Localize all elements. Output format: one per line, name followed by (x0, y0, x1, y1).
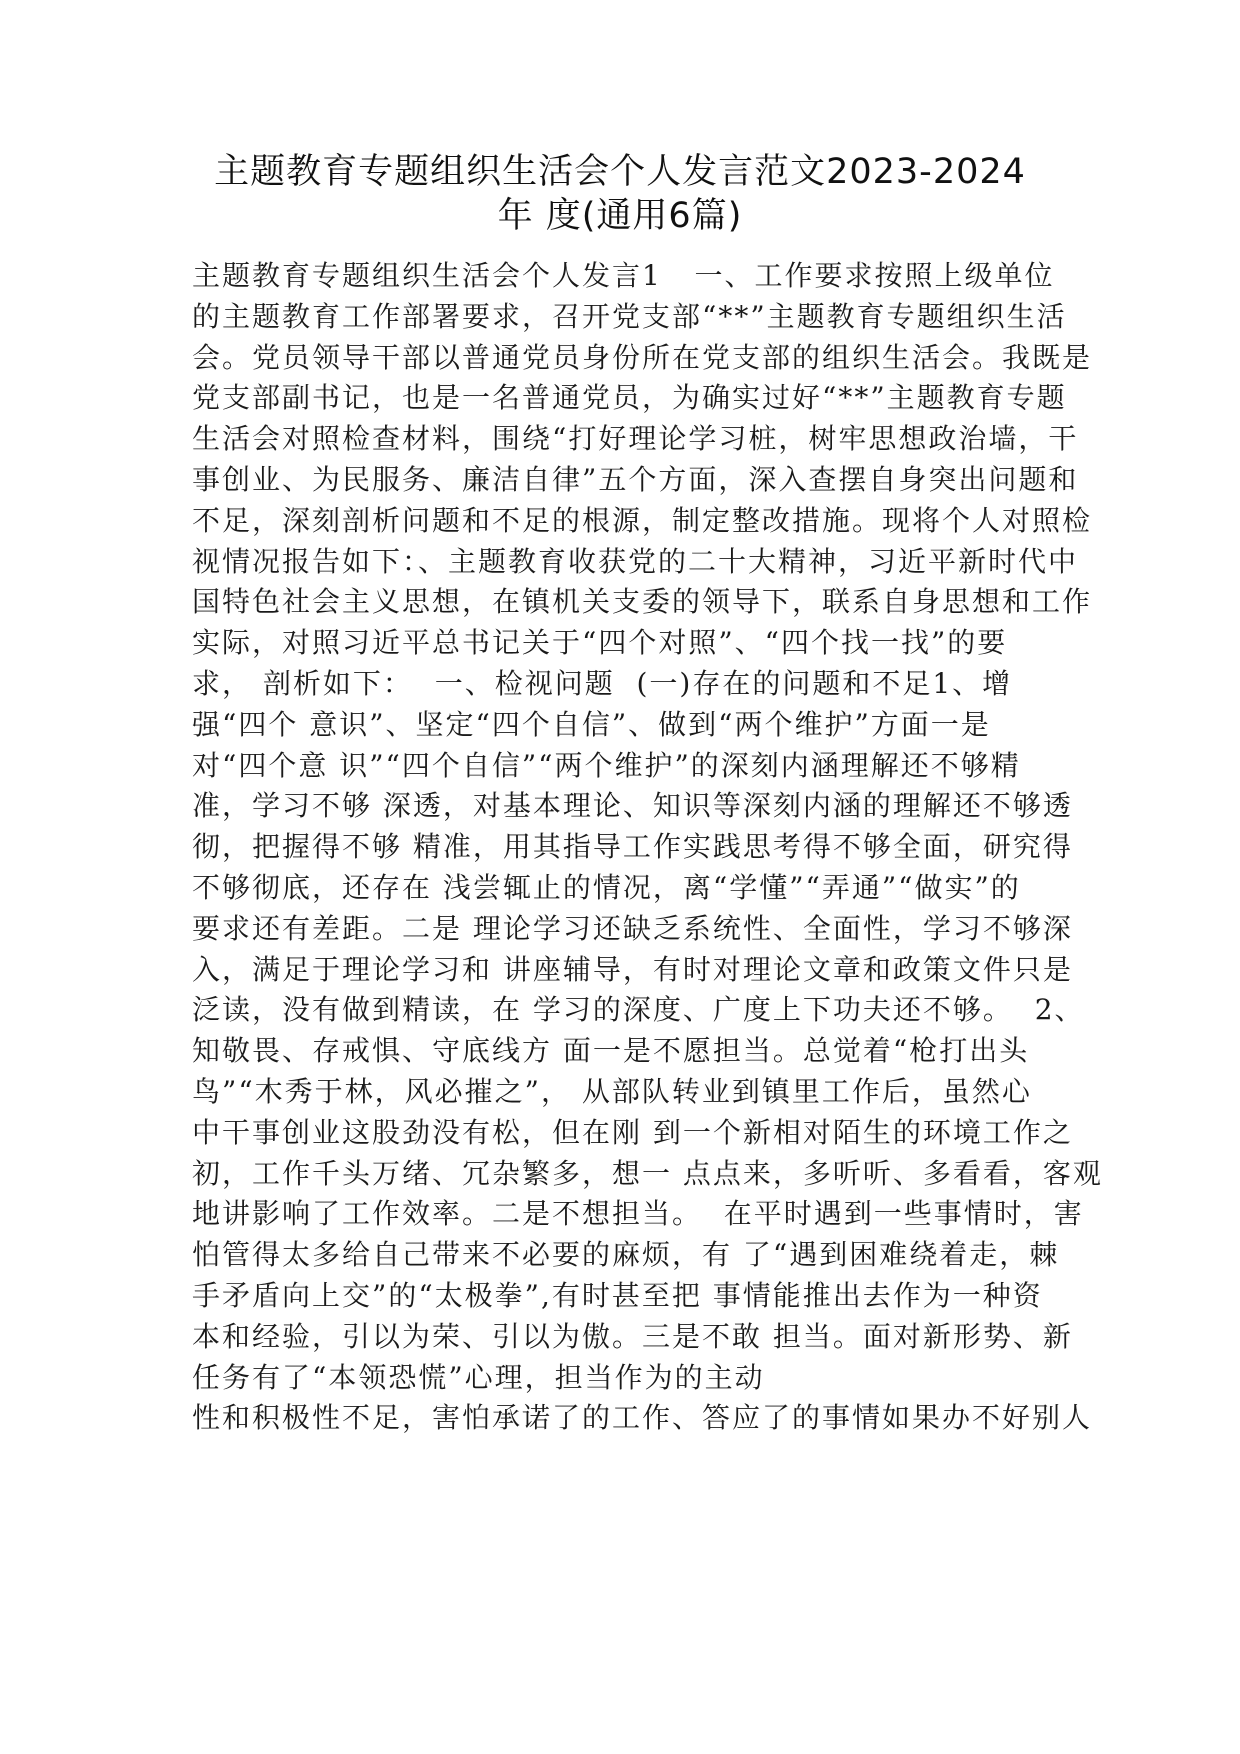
body-line: 生活会对照检查材料，围绕“打好理论学习桩，树牢思想政治墙，干 (192, 422, 1079, 456)
body-line: 主题教育专题组织生活会个人发言1 一、工作要求按照上级单位 (192, 259, 1055, 292)
document-title (180, 150, 1060, 238)
body-line: 视情况报告如下：、主题教育收获党的二十大精神，习近平新时代中 (192, 544, 1079, 578)
body-line: 党支部副书记，也是一名普通党员，为确实过好“**”主题教育专题 (192, 381, 1067, 415)
body-line: 国特色社会主义思想，在镇机关支委的领导下，联系自身思想和工作 (192, 585, 1093, 619)
body-line: 准，学习不够 深透，对基本理论、知识等深刻内涵的理解还不够透 (192, 789, 1073, 823)
body-line: 强“四个 意识”、坚定“四个自信”、做到“两个维护”方面一是 (192, 707, 991, 741)
body-line: 实际，对照习近平总书记关于“四个对照”、“四个找一找”的要 (192, 626, 1008, 660)
body-line: 地讲影响了工作效率。二是不想担当。 在平时遇到一些事情时，害 (192, 1197, 1084, 1231)
document-body (192, 256, 1103, 1439)
body-line: 初，工作千头万绪、冗杂繁多，想一 点点来，多听听、多看看，客观 (192, 1156, 1103, 1190)
body-line: 知敬畏、存戒惧、守底线方 面一是不愿担当。总觉着“枪打出头 (192, 1034, 1030, 1068)
body-line: 泛读，没有做到精读，在 学习的深度、广度上下功夫还不够。 2、 (192, 993, 1085, 1027)
title-line-2: 年 度(通用6篇) (497, 196, 743, 236)
body-line: 本和经验，引以为荣、引以为傲。三是不敢 担当。面对新形势、新 (192, 1319, 1073, 1353)
body-line: 求， 剖析如下： 一、检视问题 (一)存在的问题和不足1、增 (192, 666, 1013, 700)
body-line: 中干事创业这股劲没有松，但在刚 到一个新相对陌生的环境工作之 (192, 1115, 1073, 1149)
body-line: 怕管得太多给自己带来不必要的麻烦，有 了“遇到困难绕着走，棘 (192, 1238, 1060, 1272)
title-line-1: 主题教育专题组织生活会个人发言范文2023-2024 (214, 152, 1026, 192)
body-line: 彻，把握得不够 精准，用其指导工作实践思考得不够全面，研究得 (192, 830, 1073, 864)
body-line: 的主题教育工作部署要求，召开党支部“**”主题教育专题组织生活 (192, 299, 1067, 333)
body-line: 会。党员领导干部以普通党员身份所在党支部的组织生活会。我既是 (192, 340, 1093, 374)
body-line: 鸟”“木秀于林，风必摧之”， 从部队转业到镇里工作后，虽然心 (192, 1074, 1032, 1108)
body-line: 性和积极性不足，害怕承诺了的工作、答应了的事情如果办不好别人 (192, 1401, 1093, 1435)
body-line: 手矛盾向上交”的“太极拳”,有时甚至把 事情能推出去作为一种资 (192, 1278, 1043, 1312)
body-line: 对“四个意 识”“四个自信”“两个维护”的深刻内涵理解还不够精 (192, 748, 1021, 782)
body-line: 事创业、为民服务、廉洁自律”五个方面，深入查摆自身突出问题和 (192, 462, 1079, 496)
body-line: 入，满足于理论学习和 讲座辅导，有时对理论文章和政策文件只是 (192, 952, 1073, 986)
body-line: 任务有了“本领恐慌”心理，担当作为的主动 (192, 1360, 765, 1394)
body-line: 要求还有差距。二是 理论学习还缺乏系统性、全面性，学习不够深 (192, 911, 1073, 945)
body-line: 不够彻底，还存在 浅尝辄止的情况，离“学懂”“弄通”“做实”的 (192, 870, 1021, 904)
body-line: 不足，深刻剖析问题和不足的根源，制定整改措施。现将个人对照检 (192, 503, 1093, 537)
